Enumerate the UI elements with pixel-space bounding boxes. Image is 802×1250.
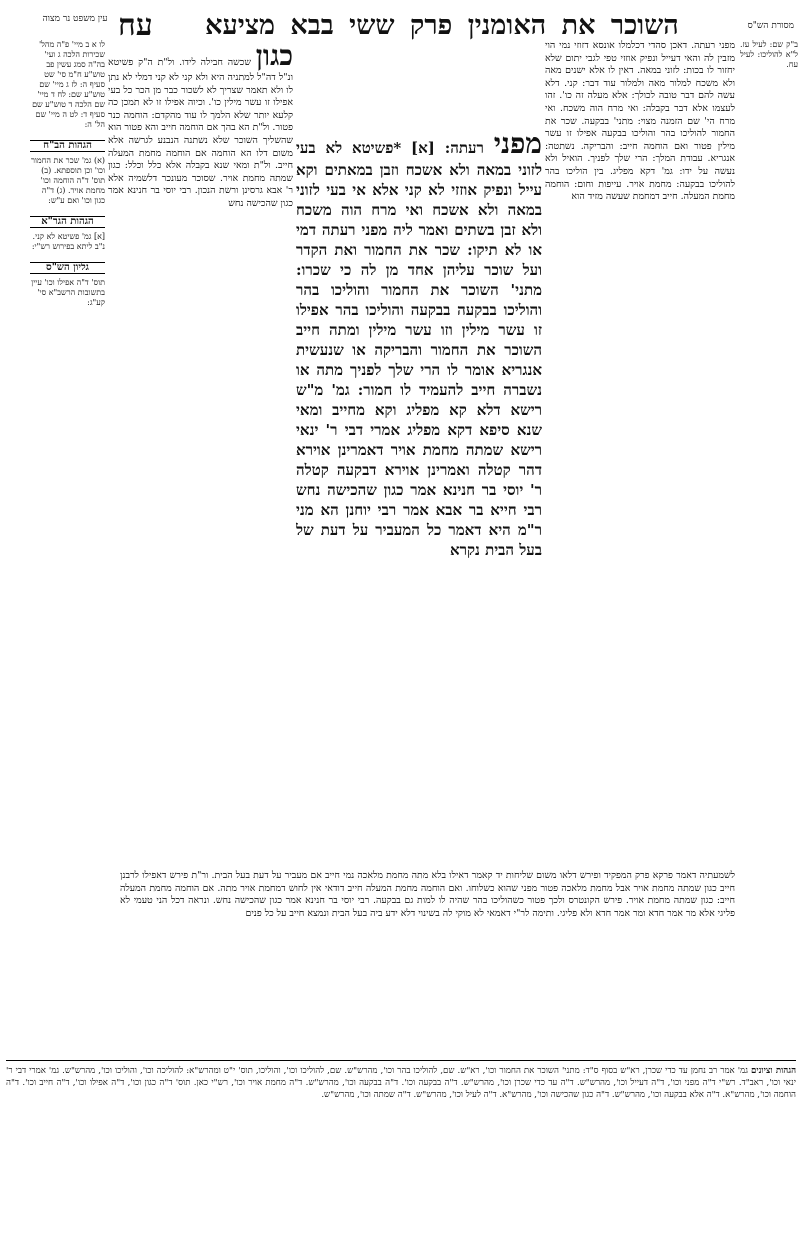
masoret-hashas-label: מסורת הש"ס — [747, 21, 794, 31]
tosafot-commentary — [108, 40, 293, 870]
hagahot-habach-title: הגהות הב"ח — [30, 140, 105, 152]
rashi-text: מפני רעתה. דאכן סהדי דכלמלו אונסא דזוזי נמי הוי מזבין לה והאי דעייל ונפיק אוזזי טפי לגבי יתום שלא יחזור לו בכות: לזוני במאה. דאין לו אלא ישנים מאה ולא משכח למלור מאה ולמלור עוד דבר: קני. דלא עשה להם דבר טובה לכולך: אלא מעלה זה כו'. זהו לעצמו אלא דבר בקבלה: ואי מרח הוה משכח. ואי מרח הי' שם הזמנה מצוי: מתני' בבקעה. שכר את החמור להוליכו בהר והוליכו בבקעה אפילו זו עשר מילין פטור ואם הוחמה חייב: והבריקה. נשתטה: אנגריא. עבודת המלך: הרי שלך לפניך. הואיל ולא נעשה על ידו: גמ' דקא מפליג. בין הוליכו בהר להוליכו בבקעה: מחמת אויר. עייפות וחום: הוחמה מחמת המעלה. חייב דמחמת שעשה מזיד הוא — [545, 40, 735, 203]
gemara-text-block — [296, 128, 542, 568]
hagahot-habach-text: (א) גמ' שכר את החמור וכו' וכן תוספתא. (ב) תוס' ד"ה הוחמה וכו' מחמת אויר. (ג) ד"ה כגון וכו' ואם ע"ש: — [30, 156, 105, 205]
ein-mishpat-label: עין משפט נר מצוה — [42, 14, 108, 24]
gemara-opening-word: מפני — [493, 128, 542, 160]
ein-mishpat-column — [30, 40, 105, 308]
gilyon-hashas-text: תוס' ד"ה אפילו וכו' עיין בתשובות הרשב"א סי' קע"ג: — [31, 278, 105, 307]
continuation-text: לשמעתיה דאמר פרקא פרק המפקיד ופירש דלאו משום שליחות יד קאמר דאילו בלא מתה מחמת מלאכה נמי חייב אם מעביר על דעת בעל הבית. ור"ת פירש דאפילו לרבנן חייב כגון שמתה מחמת אויר אבל מחמת מלאכה פטור מפני שהוא כשלוחו. ואם הוחמה מחמת המעלה חייב דודאי אין לחוש דמחמת אויר מתה. אם הוחמה מחמת המעלה חייב: כגון שמתה מחמת אויר. פירש הקונטרס ולכך פטור כשהוליכו בהר שהיה לו למות גם בבקעה. רבי יוסי בר חנינא אמר כגון שהכישה נחש. ונראה דכל הני טעמי לא פליגי אלא מר אמר חדא ומר אמר חדא ולא פליגי. ותימה לר"י דאמאי לא מוקי לה בשינוי דלא ידע ביה בעל הבית ונמצא חייב על כל פנים — [120, 870, 735, 919]
gilyon-hashas-title: גליון הש"ס — [30, 262, 105, 274]
page-title: השוכר את האומנין פרק ששי בבא מציעא — [205, 10, 679, 41]
hagahot-vetziyunim-footer — [6, 1060, 796, 1165]
hagahot-hagra-text: [א] גמ' פשיטא לא קני. נ"ב ליתא בפירוש רש"י: — [31, 232, 105, 251]
daf-number: עח — [118, 8, 153, 43]
masoret-hashas-column — [740, 40, 798, 70]
rashi-commentary — [545, 40, 735, 870]
ein-mishpat-text: לו א ב מיי' פ"ה מהל' שכירות הלכה ג ועי' בה"ה סמג עשין פב טוש"ע ח"מ סי' שט סעיף ה: לז ג מיי' שם טוש"ע שם: לח ד מיי' שם הלכה ד טוש"ע שם סעיף ד: לט ה מיי' שם הל' ה: — [32, 40, 105, 129]
tosafot-text: שכשה חבילה לידו. ול"ת ה"ק פשיטא ונ"ל דה"ל למתניה היא ולא קני לא קני דמלי לא נתן לו ולא תאמר שצריך לא לשכור כבר מן הכר כל בעי אפילו זו עשר מילין כו'. וכיוה אפילו זו לא תמכן כה קלעא יותר שלא הלמך לו עוד מהקדם: הוחמה כנר פטור. ול"ת הא בהך אם הוחמה חייב והא פטור הוא שהשליך השוכר שלא נשתנה הנבנע לגרשה אלא משום דלו הא הוחמה אם הוחמה מחמת המעלה חייב. ול"ת ומאי שנא בקבלה אלא כלל וכלל: כגון שמתה מחמת אויר. שסוכר מעונכר דלשמיה אלא ר' אבא גרסינן ורשת הנכון. רבי יוסי בר חנינא אמר כגון שהכישה נחש — [108, 57, 293, 209]
masoret-text: ב"ק שם: לעיל עז. ל"א להוליכו: לעיל עח. — [740, 40, 798, 69]
footer-title: הגהות וציונים — [751, 1066, 797, 1076]
tosafot-opening-word: כגון — [255, 40, 293, 72]
hagahot-hagra-title: הגהות הגר"א — [30, 216, 105, 228]
gemara-text: רעתה: [א] *פשיטא לא בעי לזוני במאה ולא אשכח וזבן במאתים וקא עייל ונפיק אוזזי לא קני אלא אי בעי לזוני במאה ולא אשכח ואי מרח הוה משכח ולא זבן בשתים ואמר ליה מפני רעתה דמי או לא תיקו: שכר את החמור ואת הקדר ועל שוכר עליהן אחד מן לה כי שכרו: מתני' השוכר את החמור והוליכו בהר והוליכו בבקעה בבקעה והוליכו בהר אפילו זו עשר מילין וזו עשר מילין ומתה חייב השוכר את החמור והבריקה או שנעשית אנגריא אומר לו הרי שלך לפניך מתה או נשברה חייב להעמיד לו חמור: גמ' מ"ש רישא דלא קא מפליג וקא מחייב ומאי שנא סיפא דקא מפליג אמרי דבי ר' ינאי רישא שמתה מחמת אויר דאמרינן אוירא דהר קטלה ואמרינן אוירא דבקעה קטלה ר' יוסי בר חנינא אמר כגון שהכישה נחש רבי חייא בר אבא אמר רבי יוחנן הא מני ר"מ היא דאמר כל המעביר על דעת של בעל הבית נקרא — [296, 139, 542, 559]
footer-text: גמ' אמר רב נחמן עד כדי שכרן, רא"ש בסוף ס"ד: מתני' השוכר את החמור וכו', רא"ש. שם, להוליכו בהר וכו', מהרש"ש. שם, להוליכו וכו', והוליכו, תוס' י"ט ומהרש"א: להוליכה וכו', והוליכו וכו', מהרש"ש. גמ' אמרי דבי ר' ינאי וכו', ראב"ד. רש"י ד"ה מפני וכו', ד"ה דעייל וכו', מהרש"ש. ד"ה עד כדי שכרן וכו', מהרש"ש. ד"ה בבקעה וכו'. ד"ה בבקעה וכו', מהרש"ש. ד"ה מחמת אויר וכו', רש"י כאן. תוס' ד"ה כגון וכו', ד"ה אפילו וכו', ד"ה חייב וכו'. ד"ה הוחמה וכו', מהרש"א. ד"ה אלא בבקעה וכו', מהרש"ש. ד"ה כגון שהכישה וכו', מהרש"א. ד"ה לעיל וכו', מהרש"ש. ד"ה שמתה וכו', מהרש"ש. — [6, 1066, 796, 1100]
